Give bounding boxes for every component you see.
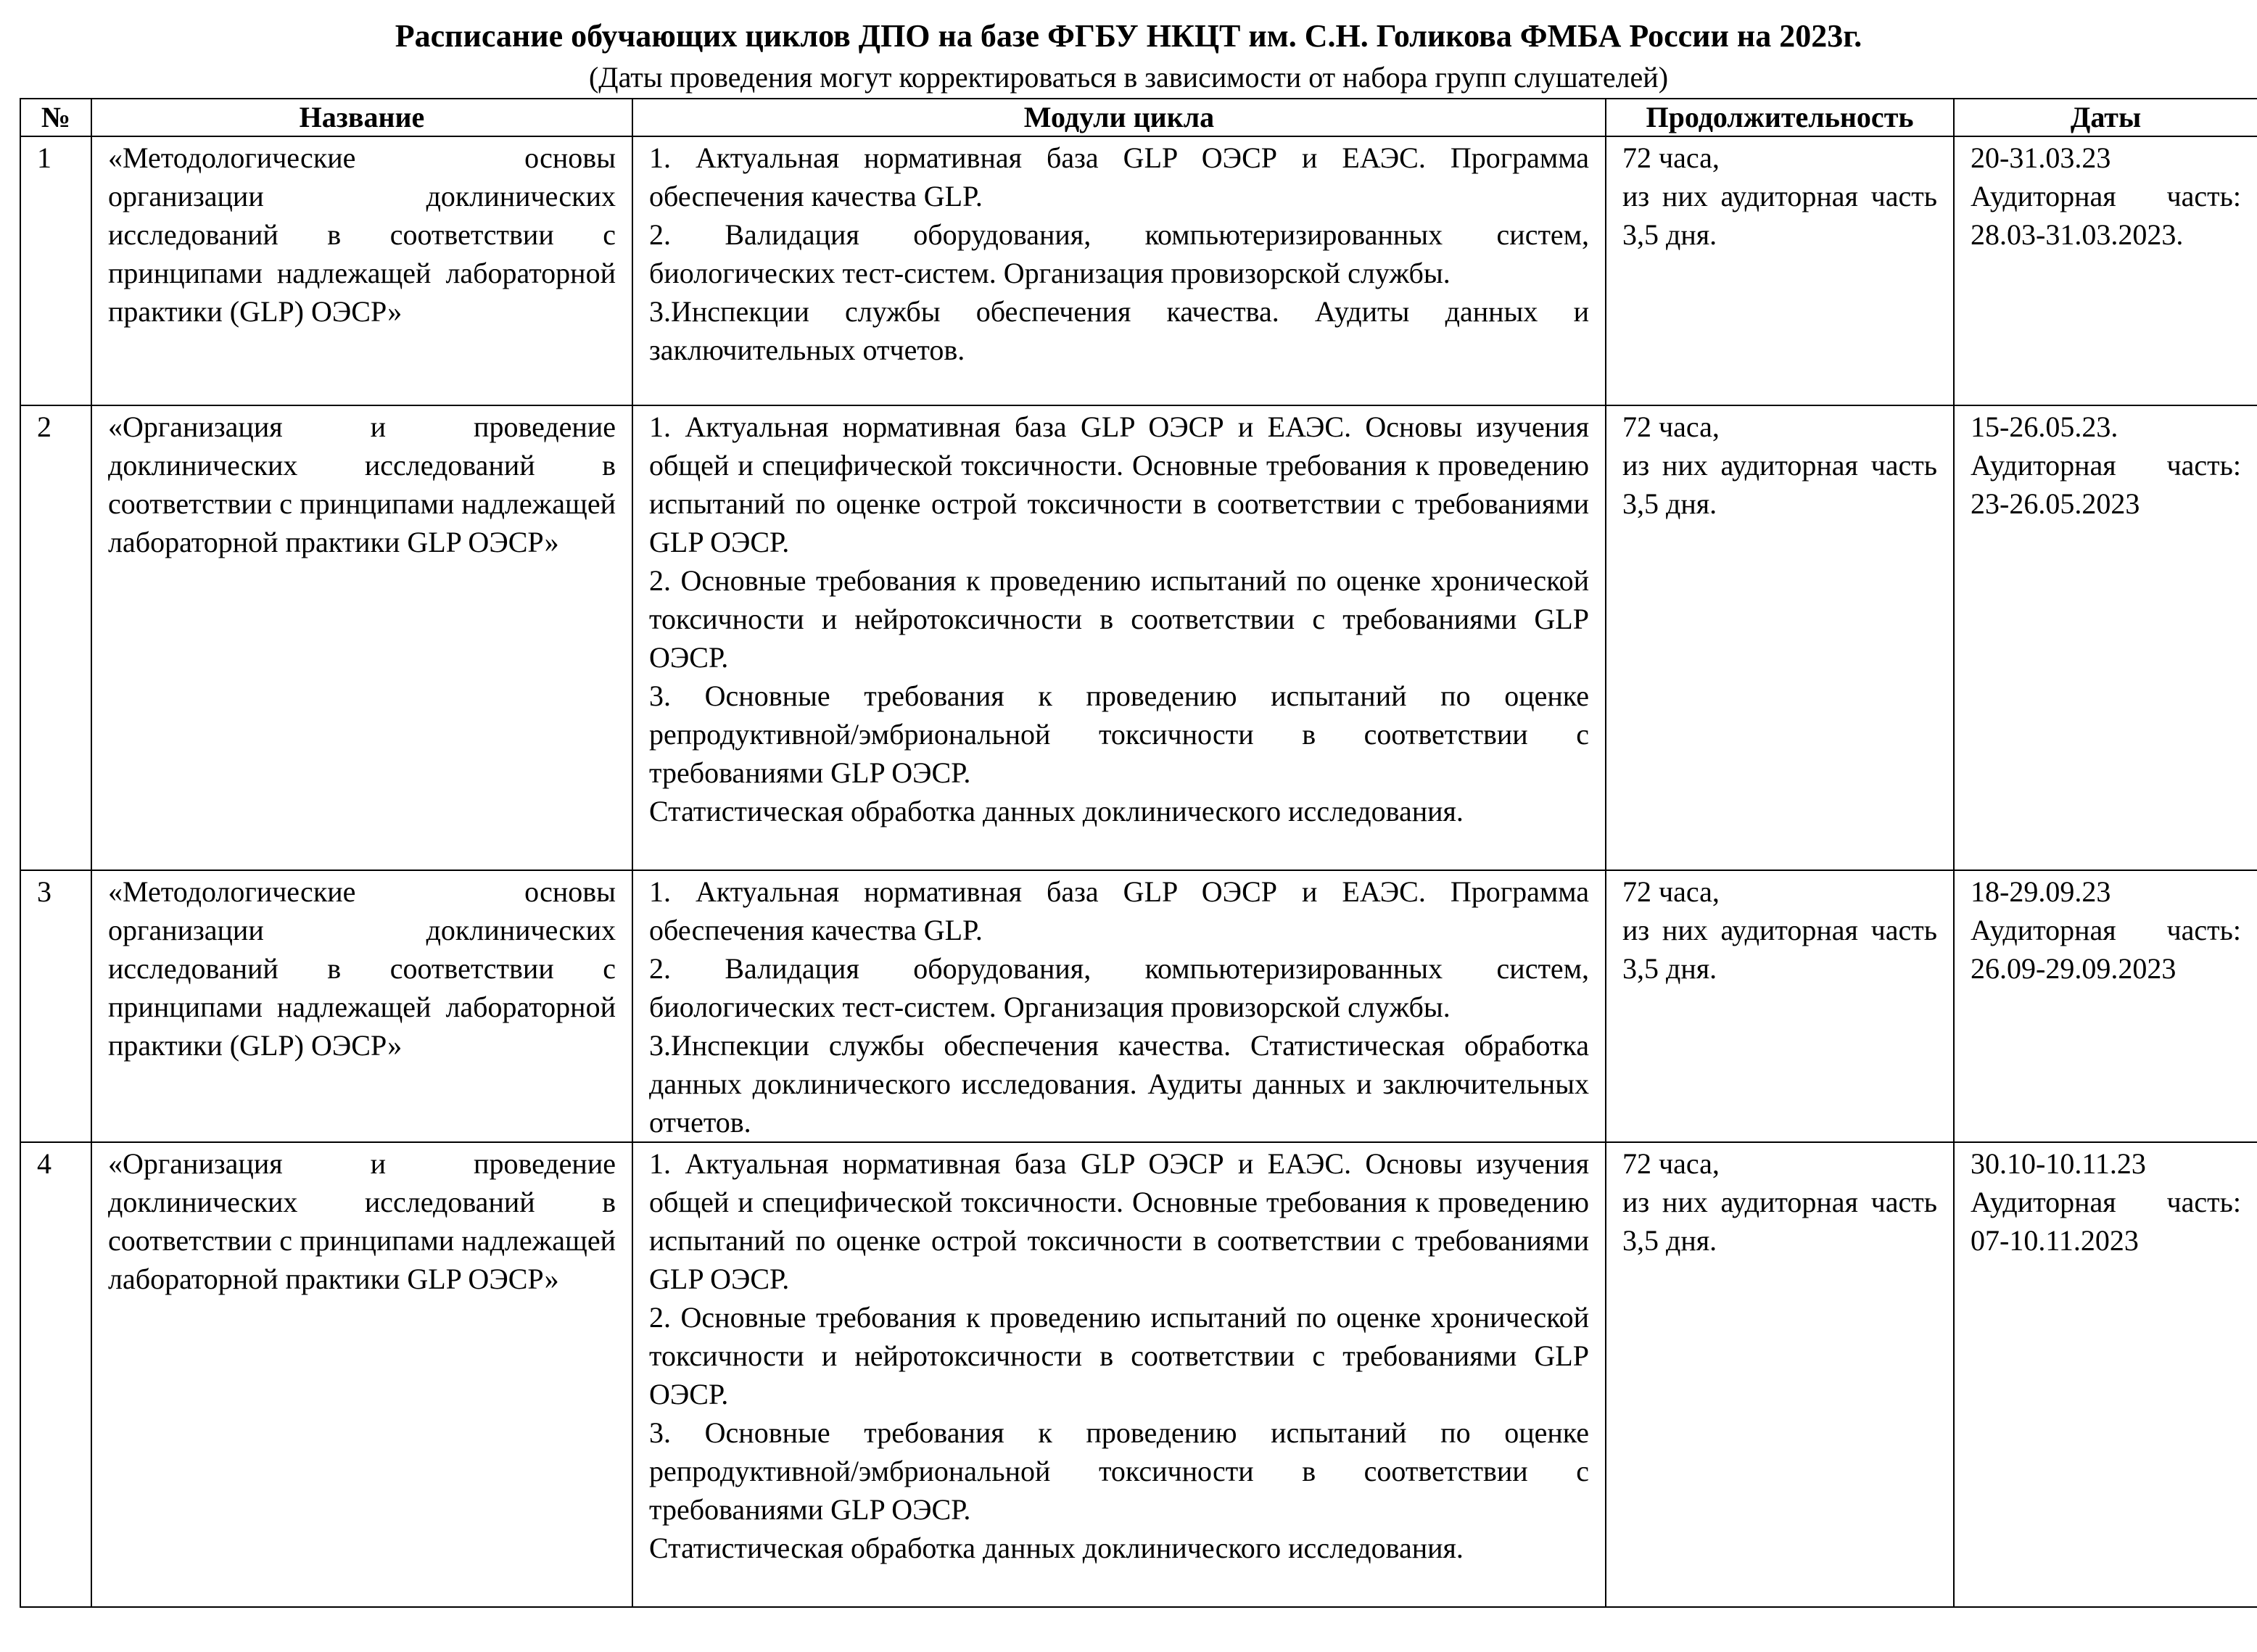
- module-item: 3.Инспекции службы обеспечения качества. Статистическая обработка данных доклинического исследования. Аудиты данных и заключительных отчетов.: [649, 1029, 1589, 1139]
- dates-range: 18-29.09.23: [1971, 875, 2111, 908]
- module-item: 1. Актуальная нормативная база GLP ОЭСР и ЕАЭС. Программа обеспечения качества GLP.: [649, 875, 1589, 946]
- header-dates: Даты: [1954, 99, 2257, 136]
- row-number: 1: [20, 136, 91, 405]
- duration-detail: из них аудиторная часть 3,5 дня.: [1622, 180, 1937, 251]
- table-row: [20, 870, 2257, 1142]
- course-duration: [1606, 136, 1954, 405]
- course-modules: [632, 1142, 1606, 1607]
- module-item: Статистическая обработка данных доклинического исследования.: [649, 1532, 1464, 1564]
- dates-range: 30.10-10.11.23: [1971, 1147, 2146, 1180]
- header-modules: Модули цикла: [632, 99, 1606, 136]
- course-name: «Методологические основы организации доклинических исследований в соответствии с принципами надлежащей лабораторной практики (GLP) ОЭСР»: [91, 136, 632, 405]
- course-name: «Методологические основы организации доклинических исследований в соответствии с принципами надлежащей лабораторной практики (GLP) ОЭСР»: [91, 870, 632, 1142]
- course-dates: [1954, 870, 2257, 1142]
- course-duration: [1606, 870, 1954, 1142]
- duration-detail: из них аудиторная часть 3,5 дня.: [1622, 1186, 1937, 1257]
- dates-detail: Аудиторная часть: 23-26.05.2023: [1971, 449, 2241, 520]
- dates-detail: Аудиторная часть: 26.09-29.09.2023: [1971, 914, 2241, 985]
- course-dates: [1954, 1142, 2257, 1607]
- course-modules: [632, 405, 1606, 870]
- course-name: «Организация и проведение доклинических исследований в соответствии с принципами надлежащей лабораторной практики GLP ОЭСР»: [91, 1142, 632, 1607]
- dates-range: 15-26.05.23.: [1971, 410, 2118, 443]
- duration-hours: 72 часа,: [1622, 141, 1720, 174]
- module-item: 2. Валидация оборудования, компьютеризированных систем, биологических тест-систем. Организация провизорской службы.: [649, 218, 1589, 289]
- module-item: 1. Актуальная нормативная база GLP ОЭСР и ЕАЭС. Программа обеспечения качества GLP.: [649, 141, 1589, 212]
- document-title: Расписание обучающих циклов ДПО на базе ФГБУ НКЦТ им. С.Н. Голикова ФМБА России на 2023г.: [395, 18, 1862, 54]
- duration-detail: из них аудиторная часть 3,5 дня.: [1622, 914, 1937, 985]
- module-item: 3.Инспекции службы обеспечения качества. Аудиты данных и заключительных отчетов.: [649, 295, 1589, 366]
- document-subtitle: (Даты проведения могут корректироваться в зависимости от набора групп слушателей): [588, 61, 1669, 94]
- header-name: Название: [91, 99, 632, 136]
- module-item: 2. Валидация оборудования, компьютеризированных систем, биологических тест-систем. Организация провизорской службы.: [649, 952, 1589, 1023]
- row-number: 3: [20, 870, 91, 1142]
- row-number: 4: [20, 1142, 91, 1607]
- course-name: «Организация и проведение доклинических исследований в соответствии с принципами надлежащей лабораторной практики GLP ОЭСР»: [91, 405, 632, 870]
- schedule-table: [20, 98, 2257, 1608]
- module-item: 2. Основные требования к проведению испытаний по оценке хронической токсичности и нейротоксичности в соответствии с требованиями GLP ОЭСР.: [649, 1301, 1589, 1411]
- module-item: 3. Основные требования к проведению испытаний по оценке репродуктивной/эмбриональной токсичности в соответствии с требованиями GLP ОЭСР.: [649, 1416, 1589, 1526]
- header-num: №: [20, 99, 91, 136]
- module-item: 2. Основные требования к проведению испытаний по оценке хронической токсичности и нейротоксичности в соответствии с требованиями GLP ОЭСР.: [649, 564, 1589, 674]
- course-duration: [1606, 1142, 1954, 1607]
- dates-range: 20-31.03.23: [1971, 141, 2111, 174]
- table-row: [20, 136, 2257, 405]
- course-dates: [1954, 405, 2257, 870]
- duration-detail: из них аудиторная часть 3,5 дня.: [1622, 449, 1937, 520]
- course-modules: [632, 136, 1606, 405]
- row-number: 2: [20, 405, 91, 870]
- module-item: 1. Актуальная нормативная база GLP ОЭСР и ЕАЭС. Основы изучения общей и специфической токсичности. Основные требования к проведению испытаний по оценке острой токсичности в соответствии с требованиями GLP ОЭСР.: [649, 1147, 1589, 1295]
- dates-detail: Аудиторная часть: 07-10.11.2023: [1971, 1186, 2241, 1257]
- module-item: 1. Актуальная нормативная база GLP ОЭСР и ЕАЭС. Основы изучения общей и специфической токсичности. Основные требования к проведению испытаний по оценке острой токсичности в соответствии с требованиями GLP ОЭСР.: [649, 410, 1589, 558]
- dates-detail: Аудиторная часть: 28.03-31.03.2023.: [1971, 180, 2241, 251]
- course-modules: [632, 870, 1606, 1142]
- duration-hours: 72 часа,: [1622, 875, 1720, 908]
- table-header-row: [20, 99, 2257, 136]
- module-item: 3. Основные требования к проведению испытаний по оценке репродуктивной/эмбриональной токсичности в соответствии с требованиями GLP ОЭСР.: [649, 680, 1589, 789]
- duration-hours: 72 часа,: [1622, 410, 1720, 443]
- module-item: Статистическая обработка данных доклинического исследования.: [649, 795, 1464, 827]
- course-duration: [1606, 405, 1954, 870]
- header-duration: Продолжительность: [1606, 99, 1954, 136]
- table-row: [20, 1142, 2257, 1607]
- table-row: [20, 405, 2257, 870]
- course-dates: [1954, 136, 2257, 405]
- duration-hours: 72 часа,: [1622, 1147, 1720, 1180]
